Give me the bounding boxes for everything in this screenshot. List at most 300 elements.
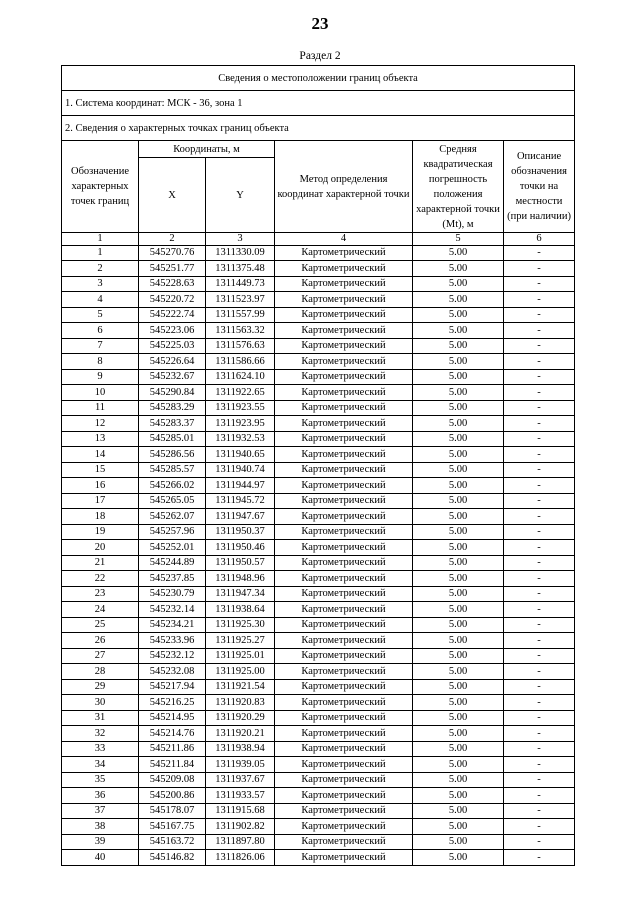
coord-y-cell: 1311923.95	[206, 416, 275, 432]
coord-x-cell: 545226.64	[139, 354, 206, 370]
description-cell: -	[504, 648, 575, 664]
table-title-row	[62, 66, 575, 91]
description-cell: -	[504, 586, 575, 602]
table-row	[62, 354, 575, 370]
mean-error-cell: 5.00	[413, 478, 504, 494]
coord-y-cell: 1311932.53	[206, 431, 275, 447]
column-number: 2	[139, 233, 206, 246]
description-cell: -	[504, 819, 575, 835]
coord-x-cell: 545232.08	[139, 664, 206, 680]
table-row	[62, 400, 575, 416]
method-cell: Картометрический	[275, 524, 413, 540]
coord-x-cell: 545290.84	[139, 385, 206, 401]
description-cell: -	[504, 400, 575, 416]
description-cell: -	[504, 710, 575, 726]
method-cell: Картометрический	[275, 664, 413, 680]
table-row	[62, 509, 575, 525]
table-row	[62, 633, 575, 649]
coord-x-cell: 545285.01	[139, 431, 206, 447]
method-cell: Картометрический	[275, 261, 413, 277]
coord-x-cell: 545228.63	[139, 276, 206, 292]
method-cell: Картометрический	[275, 245, 413, 261]
table-row	[62, 307, 575, 323]
mean-error-cell: 5.00	[413, 586, 504, 602]
table-row	[62, 788, 575, 804]
point-number-cell: 17	[62, 493, 139, 509]
description-cell: -	[504, 385, 575, 401]
table-row	[62, 261, 575, 277]
coord-x-cell: 545214.76	[139, 726, 206, 742]
coord-y-cell: 1311563.32	[206, 323, 275, 339]
point-number-cell: 19	[62, 524, 139, 540]
coord-x-cell: 545285.57	[139, 462, 206, 478]
point-number-cell: 16	[62, 478, 139, 494]
coord-x-cell: 545225.03	[139, 338, 206, 354]
description-cell: -	[504, 323, 575, 339]
coord-y-cell: 1311915.68	[206, 803, 275, 819]
coord-y-cell: 1311897.80	[206, 834, 275, 850]
coord-y-cell: 1311939.05	[206, 757, 275, 773]
method-cell: Картометрический	[275, 819, 413, 835]
coord-x-cell: 545262.07	[139, 509, 206, 525]
mean-error-cell: 5.00	[413, 276, 504, 292]
point-number-cell: 4	[62, 292, 139, 308]
mean-error-cell: 5.00	[413, 850, 504, 866]
column-numbers-row	[62, 233, 575, 246]
coord-y-cell: 1311586.66	[206, 354, 275, 370]
description-cell: -	[504, 571, 575, 587]
table-row	[62, 803, 575, 819]
mean-error-cell: 5.00	[413, 540, 504, 556]
mean-error-cell: 5.00	[413, 741, 504, 757]
point-number-cell: 1	[62, 245, 139, 261]
coord-x-cell: 545286.56	[139, 447, 206, 463]
point-number-cell: 3	[62, 276, 139, 292]
point-number-cell: 34	[62, 757, 139, 773]
method-cell: Картометрический	[275, 571, 413, 587]
coord-y-cell: 1311576.63	[206, 338, 275, 354]
method-cell: Картометрический	[275, 447, 413, 463]
coord-y-cell: 1311940.74	[206, 462, 275, 478]
mean-error-cell: 5.00	[413, 648, 504, 664]
table-row	[62, 493, 575, 509]
points-heading: 2. Сведения о характерных точках границ объекта	[62, 116, 575, 141]
coord-x-cell: 545233.96	[139, 633, 206, 649]
coord-y-cell: 1311523.97	[206, 292, 275, 308]
section-label: Раздел 2	[299, 50, 341, 62]
table-row	[62, 524, 575, 540]
point-number-cell: 25	[62, 617, 139, 633]
table-row	[62, 726, 575, 742]
coord-y-cell: 1311948.96	[206, 571, 275, 587]
mean-error-cell: 5.00	[413, 323, 504, 339]
point-number-cell: 33	[62, 741, 139, 757]
table-row	[62, 772, 575, 788]
coord-y-cell: 1311902.82	[206, 819, 275, 835]
coord-y-cell: 1311950.57	[206, 555, 275, 571]
description-cell: -	[504, 416, 575, 432]
coord-x-cell: 545230.79	[139, 586, 206, 602]
method-cell: Картометрический	[275, 741, 413, 757]
table-row	[62, 834, 575, 850]
point-number-cell: 7	[62, 338, 139, 354]
mean-error-cell: 5.00	[413, 726, 504, 742]
mean-error-cell: 5.00	[413, 602, 504, 618]
mean-error-cell: 5.00	[413, 416, 504, 432]
method-cell: Картометрический	[275, 757, 413, 773]
coord-y-cell: 1311950.37	[206, 524, 275, 540]
mean-error-cell: 5.00	[413, 385, 504, 401]
mean-error-cell: 5.00	[413, 447, 504, 463]
mean-error-cell: 5.00	[413, 369, 504, 385]
mean-error-cell: 5.00	[413, 710, 504, 726]
method-cell: Картометрический	[275, 602, 413, 618]
coord-x-cell: 545283.37	[139, 416, 206, 432]
header-method: Метод определения координат характерной точки	[275, 141, 413, 233]
table-row	[62, 292, 575, 308]
coord-y-cell: 1311947.67	[206, 509, 275, 525]
table-row	[62, 478, 575, 494]
coord-system-row	[62, 91, 575, 116]
method-cell: Картометрический	[275, 509, 413, 525]
description-cell: -	[504, 679, 575, 695]
coord-x-cell: 545222.74	[139, 307, 206, 323]
coord-y-cell: 1311375.48	[206, 261, 275, 277]
coord-y-cell: 1311947.34	[206, 586, 275, 602]
page-number: 23	[311, 14, 329, 33]
table-row	[62, 276, 575, 292]
description-cell: -	[504, 493, 575, 509]
coord-x-cell: 545283.29	[139, 400, 206, 416]
method-cell: Картометрический	[275, 385, 413, 401]
method-cell: Картометрический	[275, 617, 413, 633]
method-cell: Картометрический	[275, 540, 413, 556]
coord-y-cell: 1311937.67	[206, 772, 275, 788]
point-number-cell: 38	[62, 819, 139, 835]
point-number-cell: 27	[62, 648, 139, 664]
coord-x-cell: 545220.72	[139, 292, 206, 308]
point-number-cell: 22	[62, 571, 139, 587]
point-number-cell: 28	[62, 664, 139, 680]
header-row-1	[62, 141, 575, 158]
table-row	[62, 741, 575, 757]
description-cell: -	[504, 245, 575, 261]
coord-y-cell: 1311925.30	[206, 617, 275, 633]
method-cell: Картометрический	[275, 788, 413, 804]
coord-y-cell: 1311944.97	[206, 478, 275, 494]
point-number-cell: 31	[62, 710, 139, 726]
table-row	[62, 757, 575, 773]
points-heading-row	[62, 116, 575, 141]
coord-y-cell: 1311933.57	[206, 788, 275, 804]
coord-x-cell: 545211.84	[139, 757, 206, 773]
point-number-cell: 39	[62, 834, 139, 850]
description-cell: -	[504, 292, 575, 308]
coord-y-cell: 1311920.83	[206, 695, 275, 711]
point-number-cell: 26	[62, 633, 139, 649]
mean-error-cell: 5.00	[413, 292, 504, 308]
header-coordinates: Координаты, м	[139, 141, 275, 158]
method-cell: Картометрический	[275, 679, 413, 695]
coord-x-cell: 545234.21	[139, 617, 206, 633]
table-row	[62, 431, 575, 447]
description-cell: -	[504, 354, 575, 370]
mean-error-cell: 5.00	[413, 462, 504, 478]
mean-error-cell: 5.00	[413, 819, 504, 835]
mean-error-cell: 5.00	[413, 245, 504, 261]
description-cell: -	[504, 726, 575, 742]
point-number-cell: 10	[62, 385, 139, 401]
mean-error-cell: 5.00	[413, 571, 504, 587]
point-number-cell: 2	[62, 261, 139, 277]
coord-x-cell: 545251.77	[139, 261, 206, 277]
coord-x-cell: 545216.25	[139, 695, 206, 711]
point-number-cell: 35	[62, 772, 139, 788]
method-cell: Картометрический	[275, 416, 413, 432]
description-cell: -	[504, 850, 575, 866]
coord-y-cell: 1311449.73	[206, 276, 275, 292]
coord-x-cell: 545265.05	[139, 493, 206, 509]
description-cell: -	[504, 555, 575, 571]
point-number-cell: 8	[62, 354, 139, 370]
description-cell: -	[504, 664, 575, 680]
table-row	[62, 369, 575, 385]
description-cell: -	[504, 509, 575, 525]
description-cell: -	[504, 431, 575, 447]
mean-error-cell: 5.00	[413, 431, 504, 447]
point-number-cell: 37	[62, 803, 139, 819]
mean-error-cell: 5.00	[413, 307, 504, 323]
coord-x-cell: 545257.96	[139, 524, 206, 540]
table-row	[62, 695, 575, 711]
description-cell: -	[504, 261, 575, 277]
coord-x-cell: 545217.94	[139, 679, 206, 695]
header-y: Y	[206, 158, 275, 233]
mean-error-cell: 5.00	[413, 524, 504, 540]
table-row	[62, 540, 575, 556]
table-row	[62, 586, 575, 602]
boundary-points-table	[61, 65, 575, 866]
mean-error-cell: 5.00	[413, 803, 504, 819]
coord-x-cell: 545270.76	[139, 245, 206, 261]
coord-y-cell: 1311945.72	[206, 493, 275, 509]
mean-error-cell: 5.00	[413, 633, 504, 649]
point-number-cell: 30	[62, 695, 139, 711]
header-description: Описание обозначения точки на местности (при наличии)	[504, 141, 575, 233]
column-number: 4	[275, 233, 413, 246]
description-cell: -	[504, 478, 575, 494]
point-number-cell: 14	[62, 447, 139, 463]
coord-y-cell: 1311826.06	[206, 850, 275, 866]
coord-x-cell: 545232.12	[139, 648, 206, 664]
method-cell: Картометрический	[275, 772, 413, 788]
coord-x-cell: 545232.14	[139, 602, 206, 618]
coord-x-cell: 545167.75	[139, 819, 206, 835]
description-cell: -	[504, 788, 575, 804]
mean-error-cell: 5.00	[413, 788, 504, 804]
point-number-cell: 29	[62, 679, 139, 695]
table-row	[62, 385, 575, 401]
method-cell: Картометрический	[275, 586, 413, 602]
table-row	[62, 710, 575, 726]
table-row	[62, 245, 575, 261]
coord-y-cell: 1311925.27	[206, 633, 275, 649]
table-row	[62, 664, 575, 680]
description-cell: -	[504, 338, 575, 354]
mean-error-cell: 5.00	[413, 509, 504, 525]
method-cell: Картометрический	[275, 369, 413, 385]
coord-y-cell: 1311923.55	[206, 400, 275, 416]
description-cell: -	[504, 447, 575, 463]
mean-error-cell: 5.00	[413, 772, 504, 788]
point-number-cell: 5	[62, 307, 139, 323]
table-row	[62, 850, 575, 866]
mean-error-cell: 5.00	[413, 617, 504, 633]
point-number-cell: 13	[62, 431, 139, 447]
mean-error-cell: 5.00	[413, 695, 504, 711]
mean-error-cell: 5.00	[413, 555, 504, 571]
mean-error-cell: 5.00	[413, 757, 504, 773]
coord-y-cell: 1311925.01	[206, 648, 275, 664]
coord-x-cell: 545211.86	[139, 741, 206, 757]
table-row	[62, 416, 575, 432]
point-number-cell: 24	[62, 602, 139, 618]
coord-y-cell: 1311940.65	[206, 447, 275, 463]
column-number: 5	[413, 233, 504, 246]
table-title: Сведения о местоположении границ объекта	[62, 66, 575, 91]
description-cell: -	[504, 602, 575, 618]
method-cell: Картометрический	[275, 431, 413, 447]
method-cell: Картометрический	[275, 338, 413, 354]
mean-error-cell: 5.00	[413, 493, 504, 509]
point-number-cell: 12	[62, 416, 139, 432]
mean-error-cell: 5.00	[413, 679, 504, 695]
coord-y-cell: 1311922.65	[206, 385, 275, 401]
coord-x-cell: 545223.06	[139, 323, 206, 339]
table-row	[62, 555, 575, 571]
mean-error-cell: 5.00	[413, 400, 504, 416]
method-cell: Картометрический	[275, 354, 413, 370]
point-number-cell: 9	[62, 369, 139, 385]
mean-error-cell: 5.00	[413, 338, 504, 354]
header-error: Средняя квадратическая погрешность положения характерной точки (Mt), м	[413, 141, 504, 233]
coord-x-cell: 545214.95	[139, 710, 206, 726]
mean-error-cell: 5.00	[413, 261, 504, 277]
table-row	[62, 648, 575, 664]
coord-x-cell: 545200.86	[139, 788, 206, 804]
method-cell: Картометрический	[275, 633, 413, 649]
header-designation: Обозначение характерных точек границ	[62, 141, 139, 233]
method-cell: Картометрический	[275, 803, 413, 819]
description-cell: -	[504, 757, 575, 773]
description-cell: -	[504, 617, 575, 633]
coord-x-cell: 545232.67	[139, 369, 206, 385]
point-number-cell: 23	[62, 586, 139, 602]
column-number: 3	[206, 233, 275, 246]
coord-y-cell: 1311938.64	[206, 602, 275, 618]
method-cell: Картометрический	[275, 462, 413, 478]
method-cell: Картометрический	[275, 555, 413, 571]
column-number: 1	[62, 233, 139, 246]
point-number-cell: 20	[62, 540, 139, 556]
point-number-cell: 36	[62, 788, 139, 804]
table-row	[62, 338, 575, 354]
description-cell: -	[504, 524, 575, 540]
table-row	[62, 617, 575, 633]
point-number-cell: 15	[62, 462, 139, 478]
point-number-cell: 18	[62, 509, 139, 525]
description-cell: -	[504, 462, 575, 478]
coord-y-cell: 1311624.10	[206, 369, 275, 385]
coord-y-cell: 1311920.21	[206, 726, 275, 742]
coord-y-cell: 1311920.29	[206, 710, 275, 726]
mean-error-cell: 5.00	[413, 664, 504, 680]
coord-y-cell: 1311330.09	[206, 245, 275, 261]
description-cell: -	[504, 633, 575, 649]
point-number-cell: 21	[62, 555, 139, 571]
method-cell: Картометрический	[275, 710, 413, 726]
description-cell: -	[504, 276, 575, 292]
coord-x-cell: 545266.02	[139, 478, 206, 494]
coord-x-cell: 545252.01	[139, 540, 206, 556]
column-number: 6	[504, 233, 575, 246]
method-cell: Картометрический	[275, 292, 413, 308]
method-cell: Картометрический	[275, 400, 413, 416]
coord-y-cell: 1311921.54	[206, 679, 275, 695]
coord-system: 1. Система координат: МСК - 36, зона 1	[62, 91, 575, 116]
description-cell: -	[504, 772, 575, 788]
coord-x-cell: 545146.82	[139, 850, 206, 866]
header-x: X	[139, 158, 206, 233]
method-cell: Картометрический	[275, 850, 413, 866]
coord-y-cell: 1311938.94	[206, 741, 275, 757]
table-row	[62, 447, 575, 463]
coord-y-cell: 1311950.46	[206, 540, 275, 556]
table-row	[62, 602, 575, 618]
table-row	[62, 679, 575, 695]
method-cell: Картометрический	[275, 726, 413, 742]
method-cell: Картометрический	[275, 648, 413, 664]
coord-x-cell: 545178.07	[139, 803, 206, 819]
point-number-cell: 11	[62, 400, 139, 416]
description-cell: -	[504, 834, 575, 850]
method-cell: Картометрический	[275, 323, 413, 339]
point-number-cell: 32	[62, 726, 139, 742]
method-cell: Картометрический	[275, 834, 413, 850]
table-row	[62, 323, 575, 339]
coord-x-cell: 545244.89	[139, 555, 206, 571]
description-cell: -	[504, 803, 575, 819]
method-cell: Картометрический	[275, 695, 413, 711]
table-row	[62, 462, 575, 478]
mean-error-cell: 5.00	[413, 354, 504, 370]
table-row	[62, 571, 575, 587]
coord-y-cell: 1311925.00	[206, 664, 275, 680]
point-number-cell: 40	[62, 850, 139, 866]
table-row	[62, 819, 575, 835]
coord-x-cell: 545237.85	[139, 571, 206, 587]
description-cell: -	[504, 540, 575, 556]
coord-x-cell: 545163.72	[139, 834, 206, 850]
description-cell: -	[504, 369, 575, 385]
description-cell: -	[504, 307, 575, 323]
method-cell: Картометрический	[275, 307, 413, 323]
mean-error-cell: 5.00	[413, 834, 504, 850]
point-number-cell: 6	[62, 323, 139, 339]
coord-x-cell: 545209.08	[139, 772, 206, 788]
method-cell: Картометрический	[275, 276, 413, 292]
description-cell: -	[504, 741, 575, 757]
